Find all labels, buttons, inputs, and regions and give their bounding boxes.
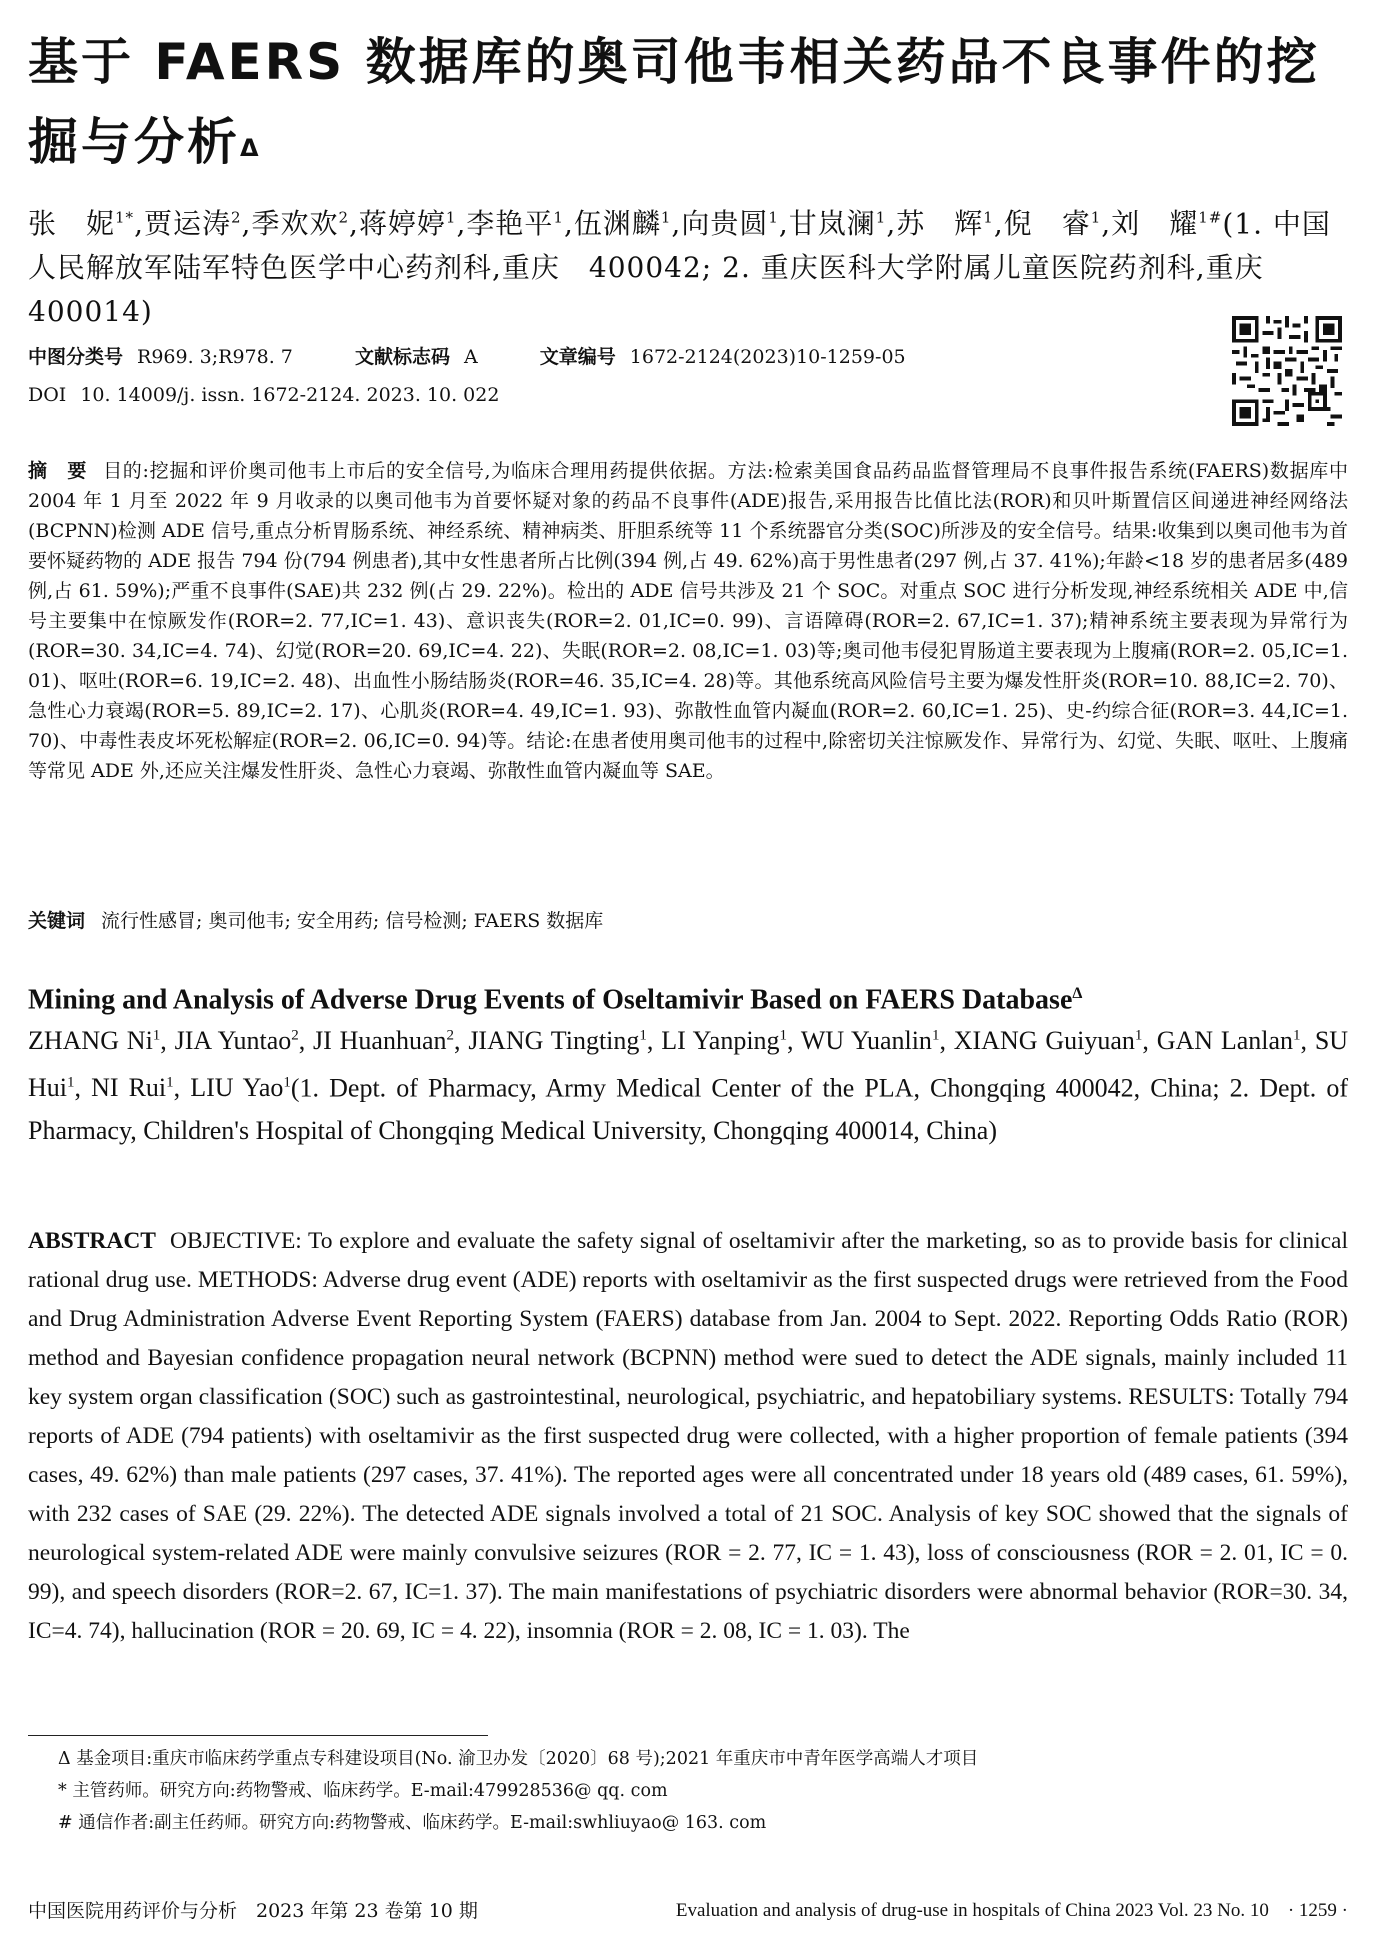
author-affiliation-mark: 1	[1090, 209, 1102, 227]
doc-code-value: A	[463, 346, 478, 368]
author-name: 刘 耀	[1111, 207, 1199, 241]
author-name: 张 妮	[28, 207, 116, 241]
doi-label: DOI	[28, 384, 67, 406]
author-name: ZHANG Ni	[28, 1025, 153, 1055]
authors-cn-list: 张 妮$^{1*}$,贾运涛$^2$,季欢欢$^2$,蒋婷婷$^1$,李艳平$^1$,伍渊麟$^1$,向贵圆$^1$,甘岚澜$^1$,苏 辉$^1$,倪 睿$^1$,刘 耀$^{1\#}$	[28, 207, 1223, 241]
affiliations-cn: (1. 中国人民解放军陆军特色医学中心药剂科,重庆 400042; 2. 重庆医科大学附属儿童医院药剂科,重庆 400014)	[28, 207, 1331, 329]
footer-journal-cn: 中国医院用药评价与分析 2023 年第 23 卷第 10 期	[28, 1900, 478, 1922]
clc-value: R969. 3;R978. 7	[137, 346, 293, 368]
author-affiliation-mark: 1	[779, 1027, 788, 1043]
title-fund-mark: Δ	[240, 134, 262, 162]
doi-row	[28, 382, 1178, 408]
author-name: WU Yuanlin	[800, 1025, 932, 1055]
author-affiliation-mark: 1*	[115, 209, 135, 227]
author-affiliation-mark: 1	[283, 1074, 291, 1091]
authors-en-list: ZHANG Ni$^1$, JIA Yuntao$^2$, JI Huanhuan$^2$, JIANG Tingting$^1$, LI Yanping$^1$, WU Yuanlin$^1$, XIANG Guiyuan$^1$, GAN Lanlan$^1$, SU Hui$^1$, NI Rui$^1$, LIU Yao$^1$	[28, 1025, 1349, 1103]
abstract-en	[28, 1222, 1348, 1651]
author-name: 李艳平	[466, 207, 554, 241]
author-name: JI Huanhuan	[313, 1025, 447, 1055]
author-affiliation-mark: 2	[446, 1027, 454, 1043]
author-affiliation-mark: 1	[1293, 1027, 1301, 1043]
doi-link[interactable]: 10. 14009/j. issn. 1672-2124. 2023. 10. 022	[80, 384, 500, 406]
abstract-cn-text: 目的:挖掘和评价奥司他韦上市后的安全信号,为临床合理用药提供依据。方法:检索美国食品药品监督管理局不良事件报告系统(FAERS)数据库中 2004 年 1 月至 2022 年 9 月收录的以奥司他韦为首要怀疑对象的药品不良事件(ADE)报告,采用报告比值比法(ROR)和贝叶斯置信区间递进神经网络法(BCPNN)检测 ADE 信号,重点分析胃肠系统、神经系统、精神病类、肝胆系统等 11 个系统器官分类(SOC)所涉及的安全信号。结果:收集到以奥司他韦为首要怀疑药物的 ADE 报告 794 份(794 例患者),其中女性患者所占比例(394 例,占 49. 62%)高于男性患者(297 例,占 37. 41%);年龄<18 岁的患者居多(489 例,占 61. 59%);严重不良事件(SAE)共 232 例(占 29. 22%)。检出的 ADE 信号共涉及 21 个 SOC。对重点 SOC 进行分析发现,神经系统相关 ADE 中,信号主要集中在惊厥发作(ROR=2. 77,IC=1. 43)、意识丧失(ROR=2. 01,IC=0. 99)、言语障碍(ROR=2. 67,IC=1. 37);精神系统主要表现为异常行为(ROR=30. 34,IC=4. 74)、幻觉(ROR=20. 69,IC=4. 22)、失眠(ROR=2. 08,IC=1. 03)等;奥司他韦侵犯胃肠道主要表现为上腹痛(ROR=2. 05,IC=1. 01)、呕吐(ROR=6. 19,IC=2. 48)、出血性小肠结肠炎(ROR=46. 35,IC=4. 28)等。其他系统高风险信号主要为爆发性肝炎(ROR=10. 88,IC=2. 70)、急性心力衰竭(ROR=5. 89,IC=2. 17)、心肌炎(ROR=4. 49,IC=1. 93)、弥散性血管内凝血(ROR=2. 60,IC=1. 25)、史-约综合征(ROR=3. 44,IC=1. 70)、中毒性表皮坏死松解症(ROR=2. 06,IC=0. 94)等。结论:在患者使用奥司他韦的过程中,除密切关注惊厥发作、异常行为、幻觉、失眠、呕吐、上腹痛等常见 ADE 外,还应关注爆发性肝炎、急性心力衰竭、弥散性血管内凝血等 SAE。	[28, 460, 1348, 782]
author-name: GAN Lanlan	[1156, 1025, 1294, 1055]
author-name: LI Yanping	[661, 1025, 780, 1055]
article-no-value: 1672-2124(2023)10-1259-05	[629, 346, 906, 368]
footnote-corresponding-author: # 通信作者:副主任药师。研究方向:药物警戒、临床药学。E-mail:swhliuyao@ 163. com	[58, 1813, 767, 1833]
abstract-cn-label: 摘 要	[28, 460, 88, 482]
title-text: 基于 FAERS 数据库的奥司他韦相关药品不良事件的挖掘与分析	[28, 33, 1320, 171]
author-affiliation-mark: 1	[166, 1074, 174, 1091]
author-name: LIU Yao	[190, 1073, 284, 1103]
author-affiliation-mark: 1	[875, 209, 887, 227]
author-affiliation-mark: 1	[931, 1027, 940, 1043]
abstract-en-text: OBJECTIVE: To explore and evaluate the safety signal of oseltamivir after the marketing, so as to provide basis for clinical rational drug use. METHODS: Adverse drug event (ADE) reports with oseltamivir as the first suspected drugs were retrieved from the Food and Drug Administration Adverse Event Reporting System (FAERS) database from Jan. 2004 to Sept. 2022. Reporting Odds Ratio (ROR) method and Bayesian confidence propagation neural network (BCPNN) method were sued to detect the ADE signals, mainly included 11 key system organ classification (SOC) such as gastrointestinal, neurological, psychiatric, and hepatobiliary systems. RESULTS: Totally 794 reports of ADE (794 patients) with oseltamivir as the first suspected drug were collected, with a higher proportion of female patients (394 cases, 49. 62%) than male patients (297 cases, 37. 41%). The reported ages were all concentrated under 18 years old (489 cases, 61. 59%), with 232 cases of SAE (29. 22%). The detected ADE signals involved a total of 21 SOC. Analysis of key SOC showed that the signals of neurological system-related ADE were mainly convulsive seizures (ROR = 2. 77, IC = 1. 43), loss of consciousness (ROR = 2. 01, IC = 0. 99), and speech disorders (ROR=2. 67, IC=1. 37). The main manifestations of psychiatric disorders were abnormal behavior (ROR=30. 34, IC=4. 74), hallucination (ROR = 20. 69, IC = 4. 22), insomnia (ROR = 2. 08, IC = 1. 03). The	[28, 1228, 1348, 1644]
author-affiliation-mark: 2	[338, 209, 349, 227]
author-affiliation-mark: 1	[660, 209, 672, 227]
author-name: JIANG Tingting	[468, 1025, 640, 1055]
author-name: 向贵圆	[681, 207, 769, 241]
authors-cn-block	[28, 196, 1348, 334]
footnote-funding: Δ 基金项目:重庆市临床药学重点专科建设项目(No. 渝卫办发〔2020〕68 号);2021 年重庆市中青年医学高端人才项目	[58, 1749, 979, 1769]
author-name: NI Rui	[91, 1073, 167, 1103]
author-name: XIANG Guiyuan	[953, 1025, 1135, 1055]
title-en-fund-mark: Δ	[1072, 985, 1083, 1002]
abstract-en-label: ABSTRACT	[28, 1228, 156, 1254]
qr-code-icon[interactable]	[1232, 316, 1342, 426]
doc-code-label: 文献标志码	[354, 346, 450, 368]
author-affiliation-mark: 2	[230, 209, 242, 227]
author-name: 苏 辉	[896, 207, 984, 241]
author-name: SU Hui	[28, 1025, 1349, 1103]
author-affiliation-mark: 1	[1134, 1027, 1143, 1043]
author-name: 蒋婷婷	[358, 207, 446, 241]
keywords-cn-text: 流行性感冒; 奥司他韦; 安全用药; 信号检测; FAERS 数据库	[101, 910, 604, 932]
authors-en-block	[28, 1014, 1348, 1152]
keywords-cn	[28, 906, 1348, 936]
page-title	[28, 22, 1348, 182]
author-name: 倪 睿	[1003, 207, 1091, 241]
author-affiliation-mark: 1	[445, 209, 457, 227]
keywords-cn-label: 关键词	[28, 910, 86, 932]
abstract-cn	[28, 456, 1348, 786]
author-name: 季欢欢	[251, 207, 339, 241]
author-affiliation-mark: 1	[768, 209, 779, 227]
author-name: 贾运涛	[143, 207, 231, 241]
affiliations-en: (1. Dept. of Pharmacy, Army Medical Center of the PLA, Chongqing 400042, China; 2. Dept. of Pharmacy, Children's Hospital of Chongqing Medical University, Chongqing 400014, China)	[28, 1073, 1349, 1146]
title-en	[28, 976, 1348, 1018]
author-name: 甘岚澜	[788, 207, 876, 241]
article-meta-row	[28, 344, 1178, 370]
footnote-divider	[28, 1735, 488, 1736]
footnote-first-author: * 主管药师。研究方向:药物警戒、临床药学。E-mail:479928536@ qq. com	[58, 1781, 668, 1801]
author-name: JIA Yuntao	[174, 1025, 292, 1055]
clc-label: 中图分类号	[28, 346, 124, 368]
article-no-label: 文章编号	[539, 346, 616, 368]
author-affiliation-mark: 2	[291, 1027, 299, 1043]
author-affiliation-mark: 1	[67, 1074, 75, 1091]
author-affiliation-mark: 1	[639, 1027, 647, 1043]
author-name: 伍渊麟	[573, 207, 661, 241]
author-affiliation-mark: 1#	[1198, 209, 1223, 227]
title-en-text: Mining and Analysis of Adverse Drug Events of Oseltamivir Based on FAERS Database	[28, 984, 1073, 1016]
author-affiliation-mark: 1	[983, 209, 994, 227]
author-affiliation-mark: 1	[553, 209, 564, 227]
author-affiliation-mark: 1	[152, 1027, 161, 1043]
footer-journal-en: Evaluation and analysis of drug-use in hospitals of China 2023 Vol. 23 No. 10 · 1259 ·	[675, 1900, 1348, 1921]
